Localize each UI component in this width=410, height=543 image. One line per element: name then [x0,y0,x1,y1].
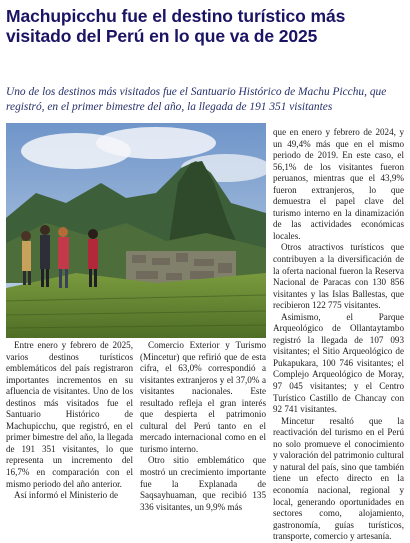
machu-picchu-photo [6,123,266,338]
article-lead: Uno de los destinos más visitados fue el Santuario Histórico de Machu Picchu, que registró, en el primer bimestre del año, la llegada de 191 351 visitantes [6,86,387,113]
article-column-left [6,340,133,502]
paragraph: Mincetur resaltó que la reactivación del turismo en el Perú no solo promueve el conocimiento y valoración del patrimonio cultural y natural del país, sino que también tiene un efecto directo en la economía nacional, regional y local, generando oportunidades en sectores como, alojamiento, gastronomía, guías turísticos, transporte, comercio y artesanía. [273,415,404,542]
article-column-middle [140,340,266,513]
paragraph: Entre enero y febrero de 2025, varios destinos turísticos emblemáticos del país registraron importantes incrementos en su afluencia de visitantes. Uno de los destinos más visitados fue el Santuario Histórico de Machupicchu, que registró, en el primer bimestre del año, la llegada de 191 351 visitantes, lo que representa un incremento del 16,7% en comparación con el mismo periodo del año anterior. [6,340,133,489]
paragraph: que en enero y febrero de 2024, y un 49,4% más que en el mismo periodo de 2019. En este caso, el 56,1% de los visitantes fueron peruanos, mientras que el 43,9% fueron extranjeros, lo que demuestra el papel clave del turismo interno en la dinamización de las actividades económicas locales. [273,127,404,241]
article-headline: Machupicchu fue el destino turístico más visitado del Perú en lo que va de 2025 [6,6,346,46]
paragraph: Así informó el Ministerio de [14,490,119,501]
paragraph: Comercio Exterior y Turismo (Mincetur) que refirió que de esta cifra, el 63,0% correspondió a visitantes extranjeros y el 37,0% a visitantes nacionales. Este resultado refleja el gran interés que despierta el patrimonio cultural del Perú tanto en el mercado internacional como en el turismo interno. [140,340,266,454]
paragraph: Asimismo, el Parque Arqueológico de Ollantaytambo registró la llegada de 107 093 visitantes; el Sitio Arqueológico de Pukapukara, 100 746 visitantes; el Complejo Arqueológico de Moray, 97 045 visitantes; y el Centro Turístico Castillo de Chancay con 92 741 visitantes. [273,311,404,415]
article-column-right [273,127,404,543]
paragraph: Otros atractivos turísticos que contribuyen a la diversificación de la oferta nacional fueron la Reserva Nacional de Paracas con 130 856 visitantes y las Islas Ballestas, que recibieron 122 775 visitantes. [273,242,404,311]
paragraph: Otro sitio emblemático que mostró un crecimiento importante fue la Explanada de Saqsayhuaman, que recibió 135 336 visitantes, un 9,9% más [140,455,266,512]
article-photo [6,123,266,338]
